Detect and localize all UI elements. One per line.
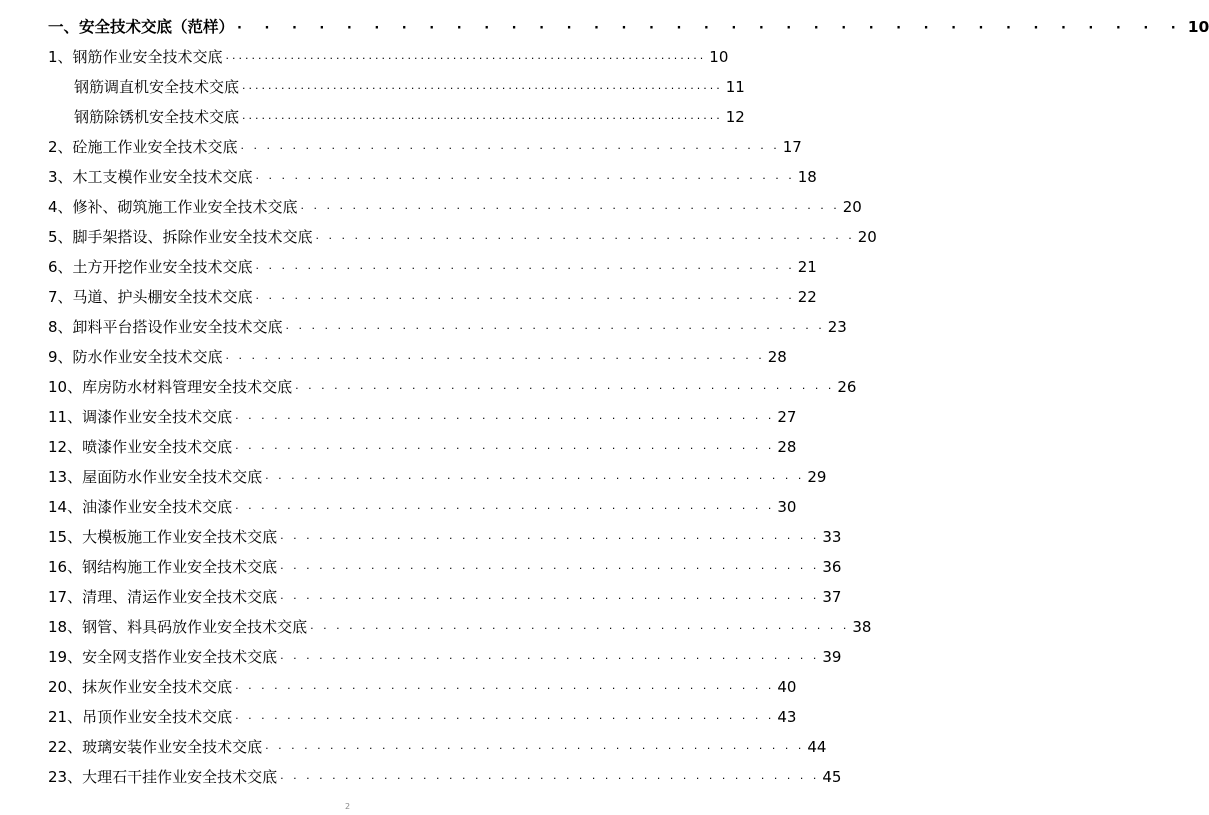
toc-entry-label: 13、屋面防水作业安全技术交底 <box>48 468 263 486</box>
toc-entry-page: 11 <box>725 78 745 96</box>
toc-entry[interactable] <box>48 766 842 788</box>
dot-leader: · · · · · · · · · · · · · · · · · · · · · · · · · · · · · · · · · · · · · · · · · · <box>235 502 775 515</box>
toc-heading-page: 10 <box>1187 18 1209 36</box>
toc-entry-page: 21 <box>797 258 817 276</box>
toc-entry-label: 16、钢结构施工作业安全技术交底 <box>48 558 278 576</box>
toc-entry-page: 45 <box>822 768 842 786</box>
toc-entry-label: 2、砼施工作业安全技术交底 <box>48 138 238 156</box>
dot-leader: · · · · · · · · · · · · · · · · · · · · · · · · · · · · · · · · · · · · · · · · · · <box>280 532 820 545</box>
dot-leader: · · · · · · · · · · · · · · · · · · · · · · · · · · · · · · · · · · · · · · · · · · <box>225 352 765 365</box>
toc-entry[interactable] <box>48 586 842 608</box>
toc-entry[interactable] <box>48 226 877 248</box>
dot-leader: · · · · · · · · · · · · · · · · · · · · · · · · · · · · · · · · · · · · · · · · · · <box>310 622 850 635</box>
toc-entry-page: 17 <box>782 138 802 156</box>
toc-entry[interactable] <box>48 706 797 728</box>
toc-entry-page: 38 <box>852 618 872 636</box>
toc-entry-page: 29 <box>807 468 827 486</box>
toc-entry[interactable] <box>48 196 862 218</box>
dot-leader: ·········································································· <box>242 82 723 95</box>
dot-leader: · · · · · · · · · · · · · · · · · · · · · · · · · · · · · · · · · · · · · · · · · · <box>300 202 840 215</box>
toc-entry[interactable] <box>48 406 797 428</box>
toc-heading[interactable] <box>48 16 1209 38</box>
toc-entry[interactable] <box>48 616 872 638</box>
toc-entry-page: 30 <box>777 498 797 516</box>
toc-entry-label: 钢筋调直机安全技术交底 <box>74 78 240 96</box>
dot-leader: · · · · · · · · · · · · · · · · · · · · · · · · · · · · · · · · · · · · · · · · · · <box>235 412 775 425</box>
toc-entry-label: 10、库房防水材料管理安全技术交底 <box>48 378 293 396</box>
toc-entry-label: 7、马道、护头棚安全技术交底 <box>48 288 253 306</box>
toc-entry[interactable] <box>48 376 857 398</box>
toc-entry-page: 43 <box>777 708 797 726</box>
toc-entry[interactable] <box>48 256 817 278</box>
toc-entry-page: 22 <box>797 288 817 306</box>
toc-entry[interactable] <box>48 136 802 158</box>
toc-entry-page: 37 <box>822 588 842 606</box>
toc-entry-page: 39 <box>822 648 842 666</box>
toc-entry[interactable] <box>48 736 827 758</box>
toc-entry[interactable] <box>48 646 842 668</box>
toc-entry-label: 钢筋除锈机安全技术交底 <box>74 108 240 126</box>
toc-entry-label: 6、土方开挖作业安全技术交底 <box>48 258 253 276</box>
dot-leader: · · · · · · · · · · · · · · · · · · · · · · · · · · · · · · · · · · · · · · · · · · <box>280 562 820 575</box>
toc-entry[interactable] <box>48 316 847 338</box>
toc-entry-label: 4、修补、砌筑施工作业安全技术交底 <box>48 198 298 216</box>
toc-entry-label: 21、吊顶作业安全技术交底 <box>48 708 233 726</box>
dot-leader: · · · · · · · · · · · · · · · · · · · · · · · · · · · · · · · · · · · <box>237 21 1185 36</box>
toc-entry-page: 12 <box>725 108 745 126</box>
toc-entry[interactable] <box>74 76 745 98</box>
toc-entry[interactable] <box>48 46 729 68</box>
toc-entry-page: 23 <box>827 318 847 336</box>
toc-entry-label: 20、抹灰作业安全技术交底 <box>48 678 233 696</box>
toc-entry[interactable] <box>48 166 817 188</box>
page-number: 2 <box>345 802 351 811</box>
toc-entry-page: 10 <box>709 48 729 66</box>
toc-entry-label: 11、调漆作业安全技术交底 <box>48 408 233 426</box>
toc-entry-label: 22、玻璃安装作业安全技术交底 <box>48 738 263 756</box>
toc-entry[interactable] <box>48 496 797 518</box>
toc-entry-label: 14、油漆作业安全技术交底 <box>48 498 233 516</box>
toc-entry-label: 15、大模板施工作业安全技术交底 <box>48 528 278 546</box>
dot-leader: · · · · · · · · · · · · · · · · · · · · · · · · · · · · · · · · · · · · · · · · · · <box>255 262 795 275</box>
dot-leader: · · · · · · · · · · · · · · · · · · · · · · · · · · · · · · · · · · · · · · · · · · <box>265 472 805 485</box>
toc-entry-page: 40 <box>777 678 797 696</box>
toc-entry-label: 8、卸料平台搭设作业安全技术交底 <box>48 318 283 336</box>
toc-entry-page: 20 <box>842 198 862 216</box>
toc-entry-label: 19、安全网支搭作业安全技术交底 <box>48 648 278 666</box>
toc-entry[interactable] <box>48 466 827 488</box>
dot-leader: · · · · · · · · · · · · · · · · · · · · · · · · · · · · · · · · · · · · · · · · · · <box>235 712 775 725</box>
toc-entry-label: 1、钢筋作业安全技术交底 <box>48 48 223 66</box>
toc-entry-page: 26 <box>837 378 857 396</box>
toc-entry-label: 9、防水作业安全技术交底 <box>48 348 223 366</box>
toc-entry-page: 28 <box>777 438 797 456</box>
dot-leader: ·········································································· <box>242 112 723 125</box>
toc-entry[interactable] <box>48 676 797 698</box>
toc-entry[interactable] <box>48 286 817 308</box>
toc-entry-page: 44 <box>807 738 827 756</box>
dot-leader: · · · · · · · · · · · · · · · · · · · · · · · · · · · · · · · · · · · · · · · · · · <box>255 292 795 305</box>
dot-leader: · · · · · · · · · · · · · · · · · · · · · · · · · · · · · · · · · · · · · · · · · · <box>280 652 820 665</box>
dot-leader: · · · · · · · · · · · · · · · · · · · · · · · · · · · · · · · · · · · · · · · · · · <box>295 382 835 395</box>
toc-entry-page: 20 <box>857 228 877 246</box>
toc-entry-page: 27 <box>777 408 797 426</box>
toc-entry-page: 36 <box>822 558 842 576</box>
toc-entry[interactable] <box>48 346 787 368</box>
dot-leader: · · · · · · · · · · · · · · · · · · · · · · · · · · · · · · · · · · · · · · · · · · <box>235 442 775 455</box>
toc-entry-label: 5、脚手架搭设、拆除作业安全技术交底 <box>48 228 313 246</box>
dot-leader: · · · · · · · · · · · · · · · · · · · · · · · · · · · · · · · · · · · · · · · · · · <box>240 142 780 155</box>
toc-entry[interactable] <box>48 526 842 548</box>
dot-leader: · · · · · · · · · · · · · · · · · · · · · · · · · · · · · · · · · · · · · · · · · · <box>315 232 855 245</box>
dot-leader: · · · · · · · · · · · · · · · · · · · · · · · · · · · · · · · · · · · · · · · · · · <box>235 682 775 695</box>
toc-entry-label: 3、木工支模作业安全技术交底 <box>48 168 253 186</box>
toc-entry-page: 28 <box>767 348 787 366</box>
toc-entry[interactable] <box>48 436 797 458</box>
toc-entry[interactable] <box>48 556 842 578</box>
toc-heading-label: 一、安全技术交底（范样） <box>48 18 235 36</box>
dot-leader: ·········································································· <box>225 52 707 65</box>
toc-entry-label: 18、钢管、料具码放作业安全技术交底 <box>48 618 308 636</box>
dot-leader: · · · · · · · · · · · · · · · · · · · · · · · · · · · · · · · · · · · · · · · · · · <box>285 322 825 335</box>
toc-entry-label: 23、大理石干挂作业安全技术交底 <box>48 768 278 786</box>
toc-entry-label: 17、清理、清运作业安全技术交底 <box>48 588 278 606</box>
dot-leader: · · · · · · · · · · · · · · · · · · · · · · · · · · · · · · · · · · · · · · · · · · <box>280 772 820 785</box>
dot-leader: · · · · · · · · · · · · · · · · · · · · · · · · · · · · · · · · · · · · · · · · · · <box>255 172 795 185</box>
toc-entry-label: 12、喷漆作业安全技术交底 <box>48 438 233 456</box>
dot-leader: · · · · · · · · · · · · · · · · · · · · · · · · · · · · · · · · · · · · · · · · · · <box>265 742 805 755</box>
toc-entry[interactable] <box>74 106 745 128</box>
toc-entry-page: 18 <box>797 168 817 186</box>
dot-leader: · · · · · · · · · · · · · · · · · · · · · · · · · · · · · · · · · · · · · · · · · · <box>280 592 820 605</box>
toc-entry-page: 33 <box>822 528 842 546</box>
